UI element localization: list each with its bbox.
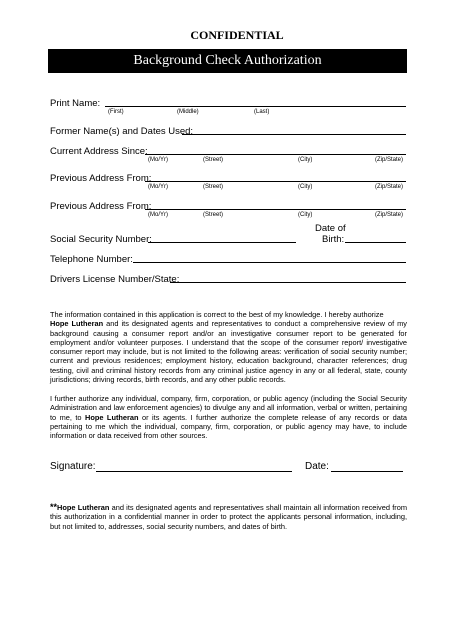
footnote-text: and its designated agents and representatives shall maintain all information received from this authorization in a confidential manner in order to protect the applicants personal information, including, but not limited to, addresses, social security numbers, and dates of birth. [50, 503, 407, 531]
telephone-field[interactable] [133, 262, 406, 263]
street-sublabel: (Street) [203, 157, 224, 163]
drivers-license-label: Drivers License Number/State: [50, 274, 180, 285]
first-sublabel: (First) [108, 109, 124, 115]
dob-field[interactable] [345, 242, 406, 243]
ssn-label: Social Security Number: [50, 234, 152, 245]
city-sublabel: (City) [298, 184, 313, 190]
release-paragraph [50, 394, 407, 440]
city-sublabel: (City) [298, 157, 313, 163]
city-sublabel: (City) [298, 212, 313, 218]
previous-address-field-2[interactable] [145, 209, 406, 210]
footnote-mark: ** [50, 502, 58, 512]
paragraph-text: or its agents. I further authorize the complete release of any records or data pertaining to me which the individual, company, firm, corporation, or public agency may have, to include information or data received from other sources. [50, 412, 408, 441]
mo-yr-sublabel: (Mo/Yr) [148, 184, 168, 190]
previous-address-field[interactable] [145, 181, 406, 182]
zip-state-sublabel: (Zip/State) [375, 184, 404, 190]
ssn-field[interactable] [148, 242, 296, 243]
date-field[interactable] [331, 471, 403, 472]
mo-yr-sublabel: (Mo/Yr) [148, 157, 168, 163]
former-names-label: Former Name(s) and Dates Used: [50, 126, 194, 137]
telephone-label: Telephone Number: [50, 254, 133, 265]
previous-address-label-2: Previous Address From: [50, 201, 152, 212]
paragraph-text: I further authorize any individual, company, firm, corporation, or public agency (including the Social Security Administration and law enforcement agencies) to divulge any and all information, verbal or written, pertaining to me, to [50, 394, 407, 422]
signature-label: Signature: [50, 461, 96, 472]
street-sublabel: (Street) [203, 184, 224, 190]
drivers-license-field[interactable] [170, 282, 406, 283]
current-address-field[interactable] [145, 154, 406, 155]
dob-label-line1: Date of [315, 223, 346, 234]
signature-field[interactable] [96, 471, 292, 472]
zip-state-sublabel: (Zip/State) [375, 212, 404, 218]
organization-name: Hope Lutheran [85, 412, 139, 422]
zip-state-sublabel: (Zip/State) [375, 157, 404, 163]
mo-yr-sublabel: (Mo/Yr) [148, 212, 168, 218]
confidential-heading: CONFIDENTIAL [190, 28, 284, 42]
last-sublabel: (Last) [254, 109, 270, 115]
previous-address-label: Previous Address From: [50, 173, 152, 184]
confidentiality-footnote [50, 503, 407, 531]
print-name-label: Print Name: [50, 98, 101, 109]
current-address-label: Current Address Since: [50, 146, 148, 157]
form-title: Background Check Authorization [48, 49, 407, 73]
dob-label-line2: Birth: [322, 234, 345, 245]
organization-name: Hope Lutheran [50, 319, 104, 329]
paragraph-text: The information contained in this application is correct to the best of my knowledge. I hereby authorize [50, 310, 384, 319]
former-names-field[interactable] [182, 134, 406, 135]
print-name-field[interactable] [105, 106, 406, 107]
middle-sublabel: (Middle) [177, 109, 199, 115]
street-sublabel: (Street) [203, 212, 224, 218]
organization-name: Hope Lutheran [57, 503, 110, 512]
date-label: Date: [305, 461, 329, 472]
authorization-paragraph [50, 310, 407, 384]
paragraph-text: and its designated agents and representatives to conduct a comprehensive review of my background causing a consumer report and/or an investigative consumer report to be generated for employment and/or volunteer purposes. I understand that the scope of the consumer report/ investigative consumer report may include, but is not limited to the following areas: verification of social security number; current and previous residences; employment history, education background, character references; drug testing, civil and criminal history records from any criminal justice agency in any or all federal, state, county jurisdictions; driving records, birth records, and any other public records. [50, 319, 407, 385]
